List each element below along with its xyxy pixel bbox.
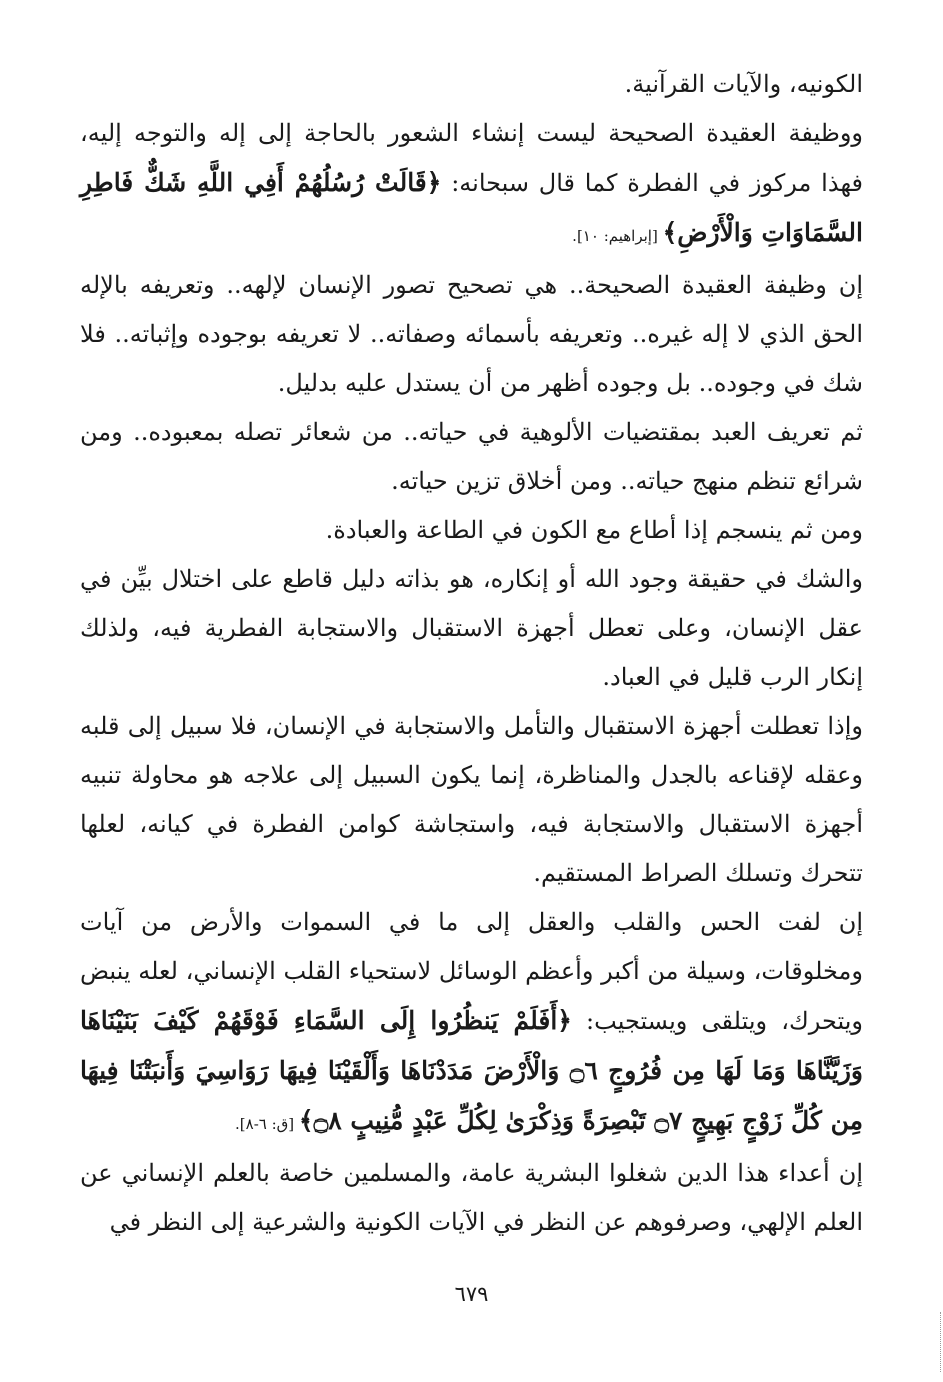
paragraph-text: الكونيه، والآيات القرآنية.	[624, 70, 863, 98]
quran-verse: ﴿أَفَلَمْ يَنظُرُوا إِلَى السَّمَاءِ فَوْقَهُمْ كَيْفَ بَنَيْنَاهَا وَزَيَّنَّاهَا وَمَا لَهَا مِن فُرُوجٍ ۝٦ وَالْأَرْضَ مَدَدْنَاهَا وَأَلْقَيْنَا فِيهَا رَوَاسِيَ وَأَنبَتْنَا فِيهَا مِن كُلِّ زَوْجٍ بَهِيجٍ ۝٧ تَبْصِرَةً وَذِكْرَىٰ لِكُلِّ عَبْدٍ مُّنِيبٍ ۝٨﴾	[80, 1006, 863, 1135]
paragraph	[80, 555, 863, 702]
scan-edge-mark	[934, 1312, 941, 1372]
paragraph-text: إن وظيفة العقيدة الصحيحة.. هي تصحيح تصور الإنسان لإلهه.. وتعريفه بالإله الحق الذي لا إله غيره.. وتعريفه بأسمائه وصفاته.. لا تعريفه بوجوده وإثباته.. فلا شك في وجوده.. بل وجوده أظهر من أن يستدل عليه بدليل.	[80, 271, 863, 397]
paragraph	[80, 109, 863, 261]
paragraph	[80, 702, 863, 898]
paragraph	[80, 261, 863, 408]
paragraph-text: إن لفت الحس والقلب والعقل إلى ما في السموات والأرض من آيات ومخلوقات، وسيلة من أكبر وأعظم الوسائل لاستحياء القلب الإنساني، لعله ينبض ويتحرك، ويتلقى ويستجيب:	[80, 908, 863, 1035]
paragraph-text: ووظيفة العقيدة الصحيحة ليست إنشاء الشعور بالحاجة إلى إله والتوجه إليه، فهذا مركوز في الفطرة كما قال سبحانه:	[80, 119, 863, 197]
page-number: ٦٧٩	[454, 1282, 489, 1306]
paragraph-text: والشك في حقيقة وجود الله أو إنكاره، هو بذاته دليل قاطع على اختلال بيِّن في عقل الإنسان، وعلى تعطل أجهزة الاستقبال والاستجابة الفطرية فيه، ولذلك إنكار الرب قليل في العباد.	[80, 565, 863, 691]
paragraph-text: ومن ثم ينسجم إذا أطاع مع الكون في الطاعة والعبادة.	[325, 516, 863, 544]
paragraph	[80, 506, 863, 555]
paragraph	[80, 898, 863, 1149]
paragraph-text: وإذا تعطلت أجهزة الاستقبال والتأمل والاستجابة في الإنسان، فلا سبيل إلى قلبه وعقله لإقناعه بالجدل والمناظرة، إنما يكون السبيل إلى علاجه هو محاولة تنبيه أجهزة الاستقبال والاستجابة فيه، واستجاشة كوامن الفطرة في كيانه، لعلها تتحرك وتسلك الصراط المستقيم.	[80, 712, 863, 887]
verse-reference: [ق: ٦-٨].	[235, 1115, 299, 1133]
verse-reference: [إبراهيم: ١٠].	[572, 227, 663, 245]
paragraph	[80, 1149, 863, 1247]
body-text	[80, 60, 863, 1247]
paragraph	[80, 60, 863, 109]
paragraph	[80, 408, 863, 506]
paragraph-text: إن أعداء هذا الدين شغلوا البشرية عامة، والمسلمين خاصة بالعلم الإنساني عن العلم الإلهي، وصرفوهم عن النظر في الآيات الكونية والشرعية إلى النظر في	[80, 1159, 863, 1236]
paragraph-text: ثم تعريف العبد بمقتضيات الألوهية في حياته.. من شعائر تصله بمعبوده.. ومن شرائع تنظم منهج حياته.. ومن أخلاق تزين حياته.	[80, 418, 863, 495]
quran-verse: ﴿قَالَتْ رُسُلُهُمْ أَفِي اللَّهِ شَكٌّ فَاطِرِ السَّمَاوَاتِ وَالْأَرْضِ﴾	[80, 168, 863, 247]
